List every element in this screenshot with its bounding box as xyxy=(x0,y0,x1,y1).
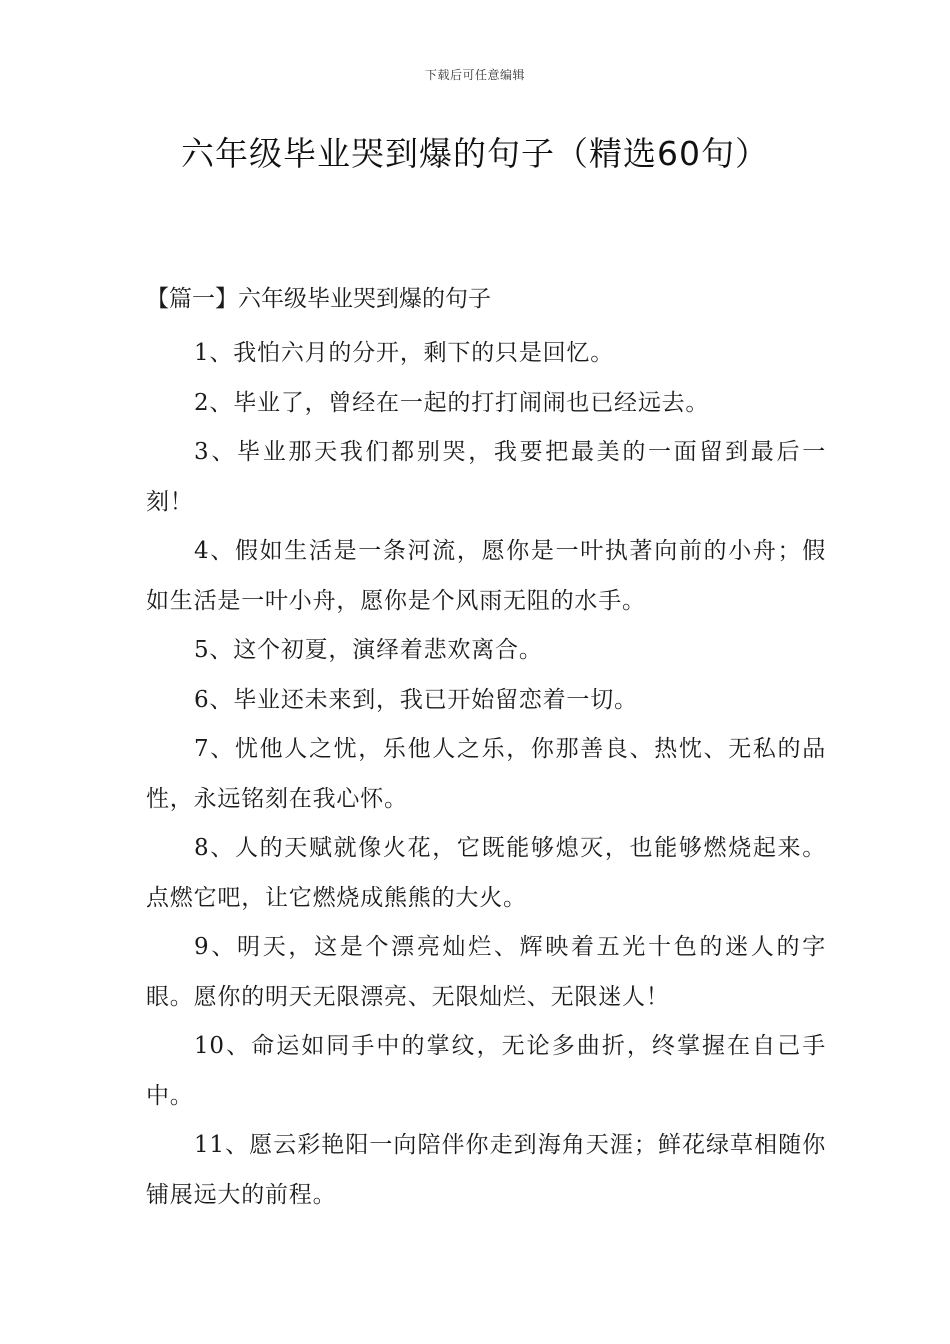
list-item: 5、这个初夏，演绎着悲欢离合。 xyxy=(194,637,543,663)
section-heading: 【篇一】六年级毕业哭到爆的句子 xyxy=(146,286,491,312)
list-item: 3、毕业那天我们都别哭，我要把最美的一面留到最后一刻！ xyxy=(146,439,826,515)
header-note: 下载后可任意编辑 xyxy=(424,68,525,82)
list-item: 4、假如生活是一条河流，愿你是一叶执著向前的小舟；假如生活是一叶小舟，愿你是个风雨无阻的水手。 xyxy=(146,538,826,614)
list-item: 7、忧他人之忧，乐他人之乐，你那善良、热忱、无私的品性，永远铭刻在我心怀。 xyxy=(146,736,826,812)
list-item: 1、我怕六月的分开，剩下的只是回忆。 xyxy=(194,340,615,366)
page-title: 六年级毕业哭到爆的句子（精选60句） xyxy=(181,134,769,173)
list-item: 2、毕业了，曾经在一起的打打闹闹也已经远去。 xyxy=(194,389,710,416)
list-item: 8、人的天赋就像火花，它既能够熄灭，也能够燃烧起来。点燃它吧，让它燃烧成熊熊的大火。 xyxy=(146,835,826,911)
list-item: 10、命运如同手中的掌纹，无论多曲折，终掌握在自己手中。 xyxy=(146,1033,826,1109)
list-item: 11、愿云彩艳阳一向陪伴你走到海角天涯；鲜花绿草相随你铺展远大的前程。 xyxy=(146,1132,826,1208)
document-body xyxy=(146,280,826,1220)
list-item: 9、明天，这是个漂亮灿烂、辉映着五光十色的迷人的字眼。愿你的明天无限漂亮、无限灿烂、无限迷人！ xyxy=(146,934,826,1010)
list-item: 6、毕业还未来到，我已开始留恋着一切。 xyxy=(194,686,638,713)
